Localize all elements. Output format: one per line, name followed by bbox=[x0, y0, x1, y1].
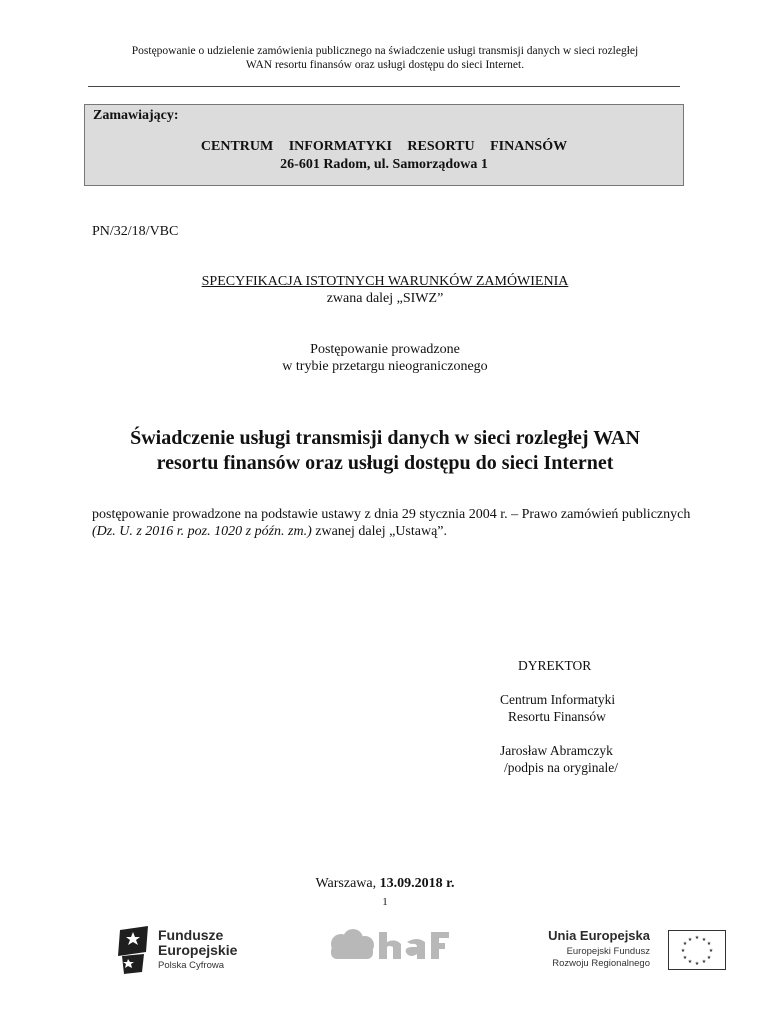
eu-line-2: Rozwoju Regionalnego bbox=[552, 958, 650, 969]
page-number: 1 bbox=[382, 896, 388, 908]
eu-stars-icon bbox=[669, 931, 725, 969]
svg-text:★: ★ bbox=[701, 959, 707, 965]
place-date bbox=[0, 876, 770, 892]
legal-basis bbox=[92, 506, 692, 540]
client-address: 26-601 Radom, ul. Samorządowa 1 bbox=[280, 157, 488, 172]
main-title-line-2: resortu finansów oraz usługi dostępu do sieci Internet bbox=[156, 452, 614, 474]
legal-basis-suffix: zwanej dalej „Ustawą”. bbox=[311, 524, 448, 539]
siwz-title: SPECYFIKACJA ISTOTNYCH WARUNKÓW ZAMÓWIENIA bbox=[201, 274, 569, 289]
main-title-line-1: Świadczenie usługi transmisji danych w sieci rozległej WAN bbox=[130, 427, 640, 449]
svg-text:★: ★ bbox=[687, 959, 693, 965]
reference-number: PN/32/18/VBC bbox=[92, 224, 179, 239]
date: 13.09.2018 r. bbox=[379, 876, 455, 891]
signature-org-line-2: Resortu Finansów bbox=[508, 709, 606, 724]
svg-text:★: ★ bbox=[706, 955, 712, 961]
svg-text:★: ★ bbox=[701, 937, 707, 943]
svg-text:★: ★ bbox=[706, 941, 712, 947]
svg-text:★: ★ bbox=[682, 941, 688, 947]
signature-org-line-1: Centrum Informatyki bbox=[500, 692, 616, 707]
header-line-2: WAN resortu finansów oraz usługi dostępu do sieci Internet. bbox=[245, 59, 525, 71]
svg-text:★: ★ bbox=[680, 948, 686, 954]
svg-text:★: ★ bbox=[682, 955, 688, 961]
legal-citation: (Dz. U. z 2016 r. poz. 1020 z późn. zm.) bbox=[92, 524, 312, 539]
header-line-1: Postępowanie o udzielenie zamówienia publicznego na świadczenie usługi transmisji danych w sieci rozległej bbox=[131, 45, 639, 57]
svg-text:★: ★ bbox=[708, 948, 714, 954]
legal-basis-text: postępowanie prowadzone na podstawie ustawy z dnia 29 stycznia 2004 r. – Prawo zamówień publicznych bbox=[92, 507, 691, 522]
document-header bbox=[60, 44, 710, 72]
fundusze-europejskie-icon bbox=[118, 926, 152, 974]
signature-role: DYREKTOR bbox=[518, 658, 592, 673]
client-box bbox=[84, 104, 684, 186]
siwz-subtitle: zwana dalej „SIWZ” bbox=[326, 291, 444, 306]
eu-title: Unia Europejska bbox=[548, 928, 650, 943]
fe-line-3: Polska Cyfrowa bbox=[158, 960, 224, 971]
fe-line-2: Europejskie bbox=[158, 942, 238, 958]
signature-name: Jarosław Abramczyk bbox=[500, 743, 613, 758]
procedure-line-2: w trybie przetargu nieograniczonego bbox=[282, 359, 488, 374]
fundusze-europejskie-logo bbox=[118, 926, 258, 976]
svg-text:★: ★ bbox=[694, 935, 700, 941]
header-divider bbox=[88, 86, 680, 87]
fe-line-1: Fundusze bbox=[158, 927, 224, 943]
client-name: CENTRUM INFORMATYKI RESORTU FINANSÓW bbox=[200, 139, 568, 154]
eu-logo bbox=[532, 928, 726, 972]
eu-line-1: Europejski Fundusz bbox=[566, 946, 650, 957]
eu-flag-icon bbox=[668, 930, 726, 970]
signature-block bbox=[500, 657, 700, 776]
client-label: Zamawiający: bbox=[93, 108, 179, 123]
signature-note: /podpis na oryginale/ bbox=[504, 760, 618, 775]
main-title bbox=[60, 426, 710, 476]
svg-text:★: ★ bbox=[694, 961, 700, 967]
procedure-line-1: Postępowanie prowadzone bbox=[310, 342, 460, 357]
haf-logo bbox=[325, 928, 455, 976]
svg-text:★: ★ bbox=[687, 937, 693, 943]
haf-logo-icon bbox=[325, 928, 455, 962]
place: Warszawa, bbox=[315, 876, 380, 891]
